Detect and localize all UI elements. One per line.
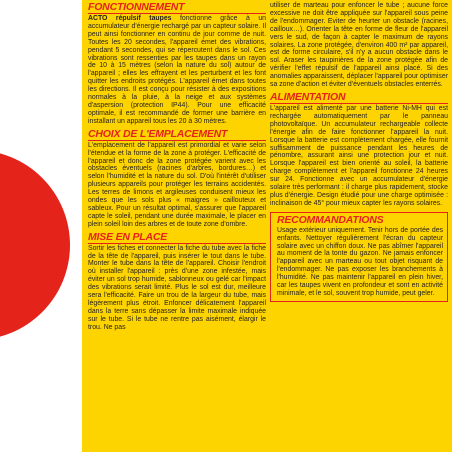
red-decorative-circle xyxy=(0,150,70,340)
paragraph-recommandations: Usage extérieur uniquement. Tenir hors de portée des enfants. Nettoyer régulièrement l'écran du capteur solaire avec un chiffon doux. Ne pas abîmer l'appareil au moment de la tonte du gazon. Ne jamais enfoncer l'appareil avec un marteau ou tout objet risquant de l'endommager. Ne pas exposer les branchements à l'humidité. Ne pas maintenir l'appareil en plein hiver, car les taupes vivent en profondeur et sont en activité minimale, et le sol, souvent trop humide, peut geler. xyxy=(277,226,443,297)
paragraph-choix-emplacement: L'emplacement de l'appareil est primordial et varie selon l'étendue et la forme de la zone à protéger. L'efficacité de l'appareil et donc de la zone protégée varient avec les obstacles éventuels (racines d'arbres, bordures…) et selon l'humidité et la nature du sol. D'où l'intérêt d'utiliser plusieurs appareils pour protéger les terrains accidentés. Les terres de limons et argileuses conduisent mieux les ondes que les sols plus « maigres » caillouteux et sableux. Pour un résultat optimal, s'assurer que l'appareil capte le soleil, pendant une durée maximale, le placer en plein soleil loin des arbres et de toute zone d'ombre. xyxy=(88,141,266,228)
instruction-sheet xyxy=(82,0,452,452)
paragraph-alimentation: L'appareil est alimenté par une batterie Ni-MH qui est rechargée automatiquement par le panneau photovoltaïque. Un accumulateur rechargeable collecte l'énergie afin de faire fonctionner l'appareil la nuit. Lorsque la batterie est complètement chargée, elle fournit suffisamment de puissance pendant les heures de pénombre, assurant ainsi une protection jour et nuit. Lorsque l'appareil est bien orienté au soleil, la batterie charge complètement et l'appareil fonctionne 24 heures sur 24. Fonctionne avec un accumulateur d'énergie solaire très performant : il charge plus rapidement, stocke plus d'énergie. Design étudié pour une charge optimisée : inclinaison de 45° pour mieux capter les rayons solaires. xyxy=(270,104,448,207)
left-column xyxy=(88,2,266,332)
paragraph-mise-en-place-continued: utiliser de marteau pour enfoncer le tube ; aucune force excessive ne doit être appliquée sur l'appareil sous peine de l'endommager. Eviter de heurter un obstacle (racines, cailloux…). Orienter la tête en forme de fleur de l'appareil vers le sud, de façon à capter le maximum de rayons solaires. La zone protégée, d'environ 400 m² par appareil, est de forme circulaire, s'il n'y a aucun obstacle dans le sol. Araser les taupinières de la zone protégée afin de vérifier l'effet répulsif de l'appareil ainsi placé. Si des anomalies apparaissent, déplacer l'appareil pour optimiser sa zone d'action et éviter d'éventuels obstacles enterrés. xyxy=(270,2,448,89)
paragraph-mise-en-place: Sortir les fiches et connecter la fiche du tube avec la fiche de la tête de l'appareil, puis insérer le tout dans le tube. Monter le tube dans la tête de l'appareil. Choisir l'endroit où installer l'appareil : près d'une zone infestée, mais éviter un sol trop humide, sablonneux ou gelé car l'impact des vibrations serait limité. Plus le sol est dur, meilleure sera l'efficacité. Faire un trou de la largeur du tube, mais légèrement plus étroit. Enfoncer délicatement l'appareil dans la terre sans dépasser la limite maximale indiquée sur le tube. Si le tube ne rentre pas aisément, élargir le trou. Ne pas xyxy=(88,244,266,331)
recommandations-box xyxy=(270,212,448,302)
fonctionnement-text: fonctionne grâce à un accumulateur d'énergie rechargé par un capteur solaire. Il peut ainsi fonctionner en continu de jour comme de nuit. Toutes les 20 secondes, l'appareil émet des vibrations, pendant 5 secondes, qui se répercutent dans le sol. Ces vibrations sont ressenties par les taupes dans un rayon de 10 à 15 mètres (selon la nature du sol) autour de l'appareil ; elles les effrayent et les perturbent et les font quitter les endroits protégés. L'appareil émet dans toutes les directions. Il est conçu pour résister à des expositions normales à la pluie, à la neige et aux systèmes d'aspersion (protection IP44). Pour une efficacité optimale, il est recommandé de former une barrière en installant un appareil tous les 20 à 30 mètres. xyxy=(88,15,266,125)
paragraph-fonctionnement xyxy=(88,15,266,126)
heading-alimentation: ALIMENTATION xyxy=(270,92,448,104)
heading-fonctionnement: FONCTIONNEMENT xyxy=(88,2,266,14)
right-column xyxy=(270,2,448,302)
heading-choix-emplacement: CHOIX DE L'EMPLACEMENT xyxy=(88,129,266,141)
heading-recommandations: RECOMMANDATIONS xyxy=(277,213,384,226)
heading-mise-en-place: MISE EN PLACE xyxy=(88,232,266,244)
product-name: ACTO répulsif taupes xyxy=(88,15,172,22)
